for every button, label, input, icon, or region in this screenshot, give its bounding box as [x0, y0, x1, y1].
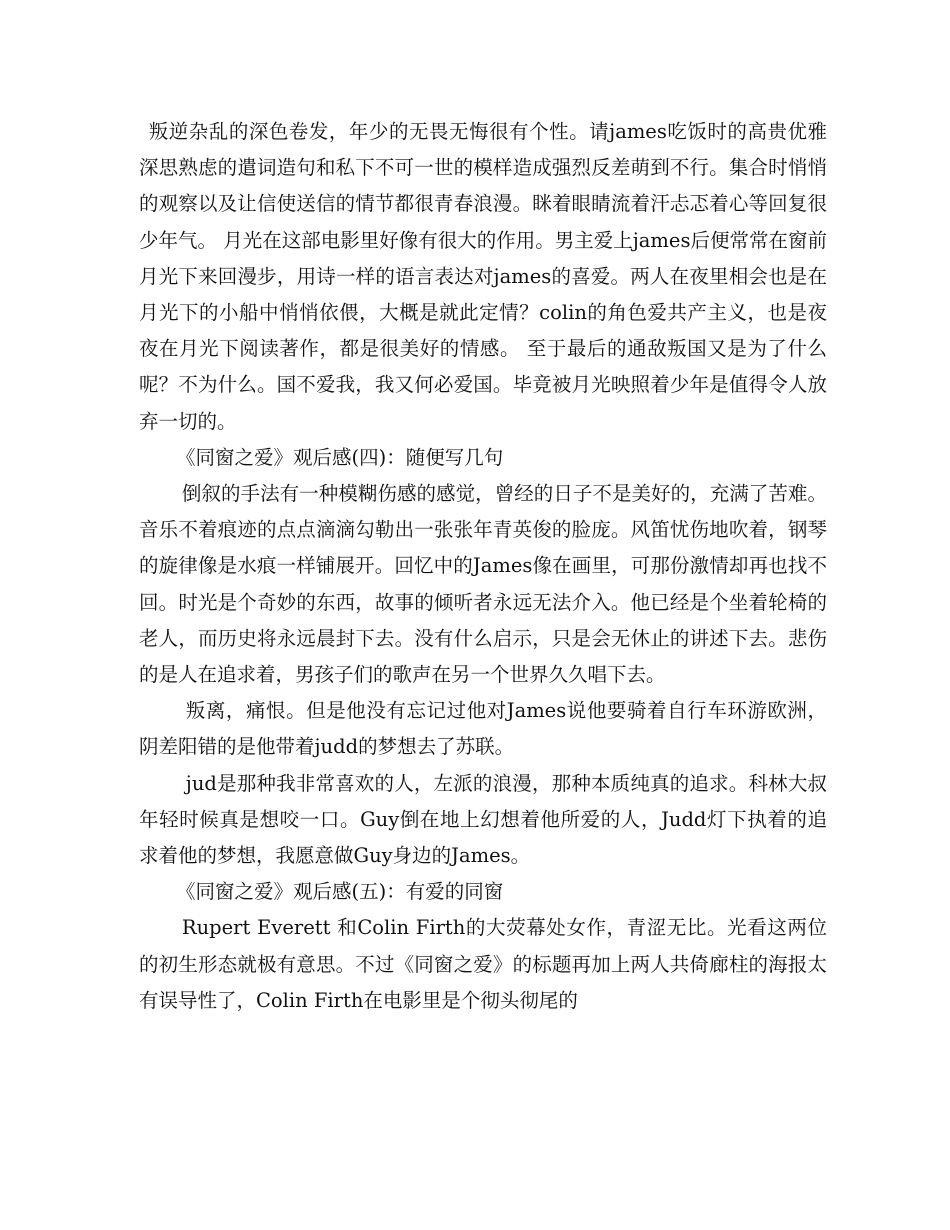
paragraph-5: Rupert Everett 和Colin Firth的大荧幕处女作，青涩无比。光看这两位的初生形态就极有意思。不过《同窗之爱》的标题再加上两人共倚廊柱的海报太有误导性了，Colin Firth在电影里是个彻头彻尾的	[139, 916, 827, 1012]
section-heading-4: 《同窗之爱》观后感(四)：随便写几句	[176, 445, 504, 469]
paragraph-3: 叛离，痛恨。但是他没有忘记过他对James说他要骑着自行车环游欧洲，阴差阳错的是他带着judd的梦想去了苏联。	[139, 699, 827, 759]
paragraph-1: 叛逆杂乱的深色卷发，年少的无畏无悔很有个性。请james吃饭时的高贵优雅深思熟虑的遣词造句和私下不可一世的模样造成强烈反差萌到不行。集合时悄悄的观察以及让信使送信的情节都很青春浪漫。眯着眼睛流着汗忐忑着心等回复很少年气。 月光在这部电影里好像有很大的作用。男主爱上james后便常常在窗前月光下来回漫步，用诗一样的语言表达对james的喜爱。两人在夜里相会也是在月光下的小船中悄悄依偎，大概是就此定情？colin的角色爱共产主义，也是夜夜在月光下阅读著作，都是很美好的情感。 至于最后的通敌叛国又是为了什么呢？不为什么。国不爱我，我又何必爱国。毕竟被月光映照着少年是值得令人放弃一切的。	[139, 120, 827, 433]
paragraph-4: jud是那种我非常喜欢的人，左派的浪漫，那种本质纯真的追求。科林大叔年轻时候真是想咬一口。Guy倒在地上幻想着他所爱的人，Judd灯下执着的追求着他的梦想，我愿意做Guy身边的James。	[139, 771, 827, 868]
section-heading-5: 《同窗之爱》观后感(五)：有爱的同窗	[176, 880, 504, 904]
document-page	[139, 114, 827, 1019]
paragraph-2: 倒叙的手法有一种模糊伤感的感觉，曾经的日子不是美好的，充满了苦难。音乐不着痕迹的点点滴滴勾勒出一张张年青英俊的脸庞。风笛忧伤地吹着，钢琴的旋律像是水痕一样铺展开。回忆中的James像在画里，可那份激情却再也找不回。时光是个奇妙的东西，故事的倾听者永远无法介入。他已经是个坐着轮椅的老人，而历史将永远晨封下去。没有什么启示，只是会无休止的讲述下去。悲伤的是人在追求着，男孩子们的歌声在另一个世界久久唱下去。	[139, 482, 827, 687]
